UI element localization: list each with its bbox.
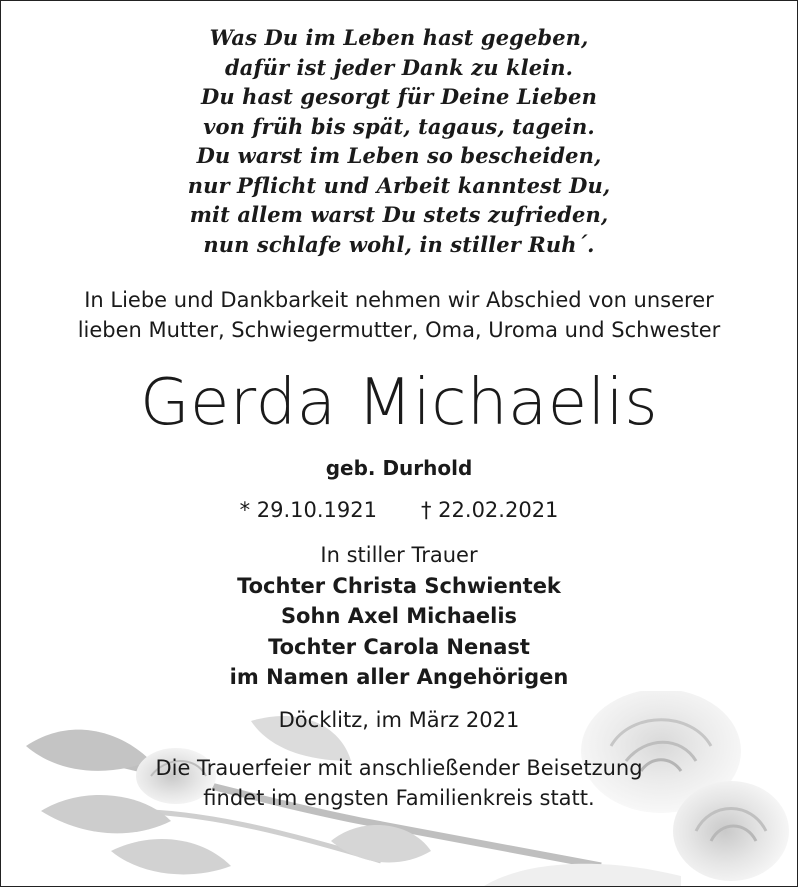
poem-line: nur Pflicht und Arbeit kanntest Du, xyxy=(187,172,611,198)
farewell-intro xyxy=(1,285,797,345)
poem-line: Du hast gesorgt für Deine Lieben xyxy=(201,84,597,109)
maiden-name: geb. Durhold xyxy=(325,456,473,480)
poem-line: von früh bis spät, tagaus, tagein. xyxy=(203,113,595,139)
memorial-poem xyxy=(1,23,797,259)
mourners-block xyxy=(1,540,797,693)
mourner-name: Sohn Axel Michaelis xyxy=(280,604,518,628)
death-date: † 22.02.2021 xyxy=(421,498,559,522)
deceased-name: Gerda Michaelis xyxy=(139,366,659,440)
mourner-name: Tochter Christa Schwientek xyxy=(237,573,561,598)
poem-line: mit allem warst Du stets zufrieden, xyxy=(189,202,609,227)
funeral-line: Die Trauerfeier mit anschließender Beisetzung xyxy=(155,756,643,780)
mourner-name: im Namen aller Angehörigen xyxy=(229,665,569,689)
poem-line: nun schlafe wohl, in stiller Ruh´. xyxy=(203,231,595,257)
birth-date: * 29.10.1921 xyxy=(239,498,377,522)
place-date: Döcklitz, im März 2021 xyxy=(278,708,520,732)
mourner-name: Tochter Carola Nenast xyxy=(268,634,530,659)
funeral-info xyxy=(1,753,797,813)
intro-line: lieben Mutter, Schwiegermutter, Oma, Uroma und Schwester xyxy=(77,318,721,342)
life-dates xyxy=(1,496,797,524)
mourners-heading: In stiller Trauer xyxy=(320,543,478,567)
intro-line: In Liebe und Dankbarkeit nehmen wir Abschied von unserer xyxy=(84,288,714,312)
poem-line: dafür ist jeder Dank zu klein. xyxy=(224,54,574,80)
funeral-line: findet im engsten Familienkreis statt. xyxy=(203,786,595,810)
poem-line: Du warst im Leben so bescheiden, xyxy=(196,143,602,168)
poem-line: Was Du im Leben hast gegeben, xyxy=(209,25,589,50)
